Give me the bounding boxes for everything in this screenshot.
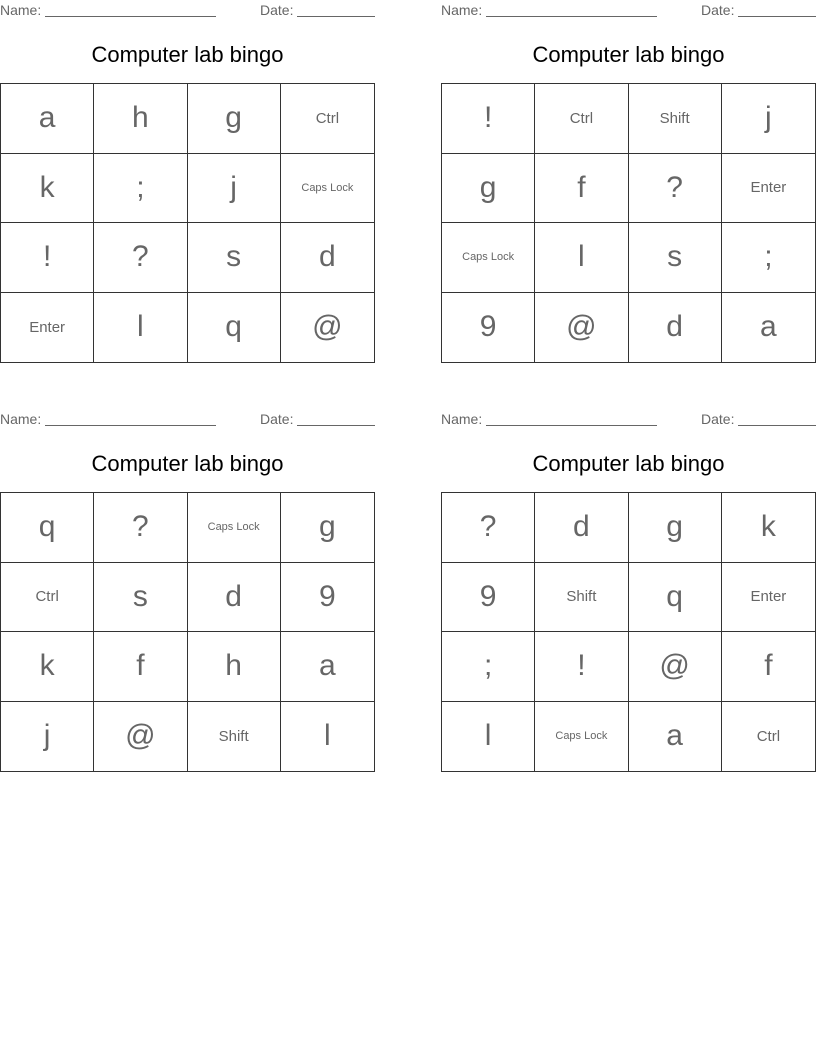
bingo-card-4	[441, 409, 816, 779]
bingo-grid	[0, 492, 375, 772]
bingo-card-1	[0, 0, 375, 370]
bingo-cell: !	[1, 223, 94, 293]
bingo-cell: j	[1, 702, 94, 772]
bingo-card-2	[441, 0, 816, 370]
card-title: Computer lab bingo	[91, 42, 284, 67]
bingo-card-3	[0, 409, 375, 779]
bingo-cell: d	[188, 563, 281, 633]
bingo-cell: s	[629, 223, 722, 293]
bingo-cell: g	[629, 493, 722, 563]
bingo-cell: !	[535, 632, 628, 702]
bingo-cell: 9	[442, 293, 535, 363]
bingo-cell: d	[535, 493, 628, 563]
card-title: Computer lab bingo	[532, 42, 725, 67]
bingo-cell: Ctrl	[535, 84, 628, 154]
bingo-cell: Shift	[535, 563, 628, 633]
bingo-cell: l	[535, 223, 628, 293]
bingo-cell: g	[442, 154, 535, 224]
date-blank-line	[297, 16, 375, 17]
bingo-cell: ?	[94, 493, 187, 563]
bingo-cell: k	[1, 154, 94, 224]
bingo-cell: a	[760, 310, 777, 344]
bingo-cell: @	[629, 632, 722, 702]
bingo-cell: Caps Lock	[188, 493, 281, 563]
bingo-cell: Ctrl	[756, 727, 781, 745]
bingo-cell: Enter	[722, 154, 815, 224]
bingo-cell: @	[312, 310, 343, 344]
bingo-cell: a	[281, 632, 374, 702]
bingo-cell: Ctrl	[1, 563, 94, 633]
bingo-cell: ;	[722, 223, 815, 293]
date-label: Date:	[260, 2, 294, 18]
bingo-cell: @	[94, 702, 187, 772]
name-label: Name:	[0, 2, 42, 18]
bingo-cell: l	[324, 719, 331, 753]
bingo-cell: q	[629, 563, 722, 633]
bingo-cell: l	[94, 293, 187, 363]
bingo-cell: !	[442, 84, 535, 154]
bingo-cell: ;	[94, 154, 187, 224]
bingo-cell: Caps Lock	[535, 702, 628, 772]
bingo-grid	[0, 83, 375, 363]
bingo-cell: f	[722, 632, 815, 702]
bingo-cell: k	[722, 493, 815, 563]
name-date-line	[441, 2, 816, 20]
bingo-cell: s	[94, 563, 187, 633]
name-blank-line	[486, 425, 657, 426]
bingo-cell: j	[722, 84, 815, 154]
bingo-cell: Enter	[1, 293, 94, 363]
name-label: Name:	[441, 411, 483, 427]
card-title: Computer lab bingo	[532, 451, 725, 476]
bingo-cell: d	[281, 223, 374, 293]
name-blank-line	[45, 16, 216, 17]
bingo-cell: q	[188, 293, 281, 363]
bingo-cell: g	[188, 84, 281, 154]
bingo-cell: d	[629, 293, 722, 363]
bingo-cell: ;	[442, 632, 535, 702]
bingo-cell: Shift	[629, 84, 722, 154]
name-blank-line	[486, 16, 657, 17]
name-date-line	[0, 411, 375, 429]
bingo-cell: Caps Lock	[281, 154, 374, 224]
bingo-cell: ?	[629, 154, 722, 224]
bingo-cell: q	[1, 493, 94, 563]
date-label: Date:	[701, 411, 735, 427]
bingo-cell: @	[535, 293, 628, 363]
bingo-cell: Caps Lock	[442, 223, 535, 293]
name-blank-line	[45, 425, 216, 426]
name-date-line	[0, 2, 375, 20]
date-blank-line	[297, 425, 375, 426]
date-label: Date:	[701, 2, 735, 18]
date-blank-line	[738, 16, 816, 17]
bingo-cell: f	[94, 632, 187, 702]
bingo-cell: ?	[442, 493, 535, 563]
name-label: Name:	[0, 411, 42, 427]
bingo-cell: l	[442, 702, 535, 772]
bingo-cell: a	[1, 84, 94, 154]
bingo-cell: Ctrl	[281, 84, 374, 154]
bingo-cell: s	[188, 223, 281, 293]
bingo-cell: g	[281, 493, 374, 563]
bingo-cell: 9	[442, 563, 535, 633]
card-title: Computer lab bingo	[91, 451, 284, 476]
bingo-cell: a	[629, 702, 722, 772]
bingo-cell: ?	[94, 223, 187, 293]
bingo-cell: 9	[281, 563, 374, 633]
bingo-cell: f	[535, 154, 628, 224]
date-blank-line	[738, 425, 816, 426]
bingo-grid	[441, 492, 816, 772]
bingo-cell: Shift	[188, 702, 281, 772]
bingo-cell: k	[1, 632, 94, 702]
date-label: Date:	[260, 411, 294, 427]
bingo-cell: h	[188, 632, 281, 702]
name-date-line	[441, 411, 816, 429]
name-label: Name:	[441, 2, 483, 18]
bingo-grid	[441, 83, 816, 363]
bingo-cell: Enter	[722, 563, 815, 633]
bingo-cell: j	[188, 154, 281, 224]
bingo-cell: h	[94, 84, 187, 154]
